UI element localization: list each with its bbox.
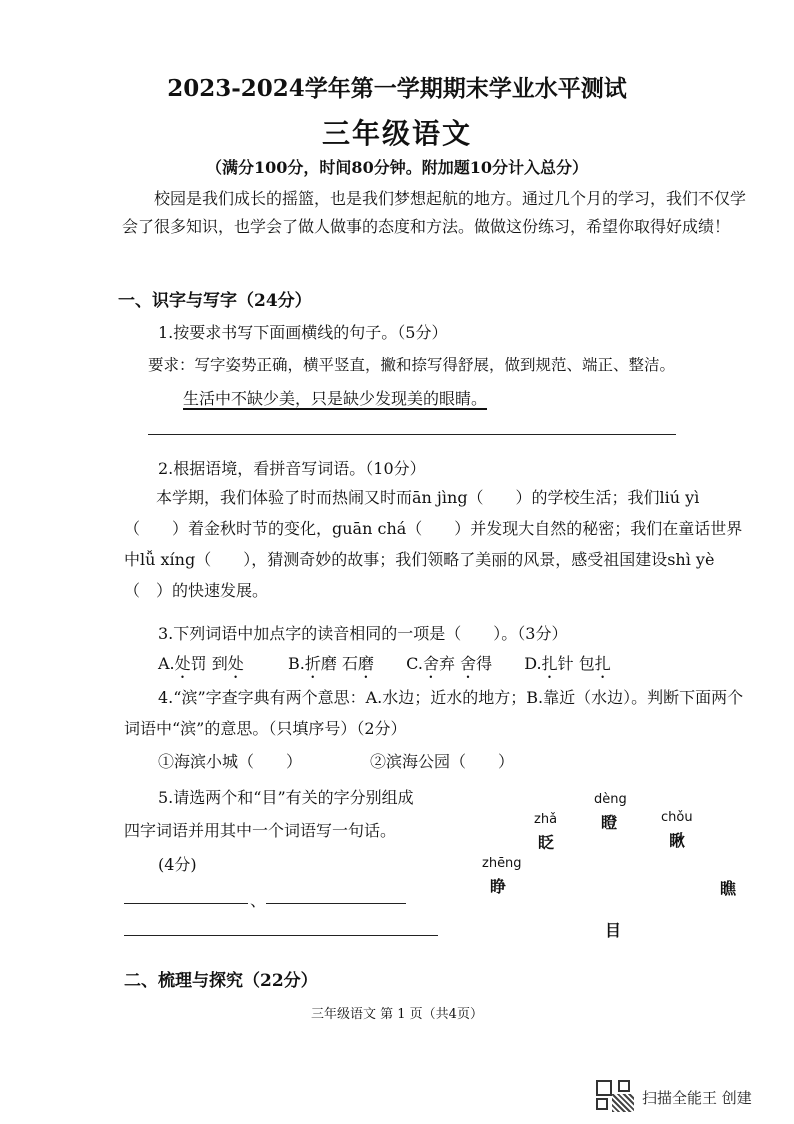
char-zheng: 睁 <box>490 877 507 896</box>
q5-points: (4分) <box>158 855 197 874</box>
char-qiao: 瞧 <box>720 879 737 898</box>
q1-answer-line[interactable] <box>148 434 676 435</box>
pinyin-deng: dèng <box>594 792 627 807</box>
pinyin-zheng: zhēng <box>482 856 522 871</box>
intro-paragraph: 校园是我们成长的摇篮，也是我们梦想起航的地方。通过几个月的学习，我们不仅学会了很多知识，也学会了做人做事的态度和方法。做做这份练习，希望你取得好成绩！ <box>122 189 747 236</box>
pinyin-zha: zhǎ <box>534 812 558 827</box>
q3-options <box>158 651 611 682</box>
q3-option-c[interactable]: C.舍弃 舍得 <box>406 654 493 673</box>
exam-note: （满分100分，时间80分钟。附加题10分计入总分） <box>206 158 588 177</box>
q1-requirement: 要求：写字姿势正确，横平竖直，撇和捺写得舒展，做到规范、端正、整洁。 <box>148 356 676 374</box>
q1-sentence: 生活中不缺少美，只是缺少发现美的眼睛。 <box>183 389 488 408</box>
q2-text: 本学期，我们体验了时而热闹又时而ān jìng（ ）的学校生活；我们liú yì（ ）着金秋时节的变化，guān chá（ ）并发现大自然的秘密；我们在童话世界中lǚ xíng（ ），猜测奇妙的故事；我们领略了美丽的风景，感受祖国建设shì yè（ ）的快速发展。 <box>124 488 743 600</box>
section2-heading: 二、梳理与探究（22分） <box>124 971 318 991</box>
pinyin-chou: chǒu <box>661 810 693 825</box>
exam-title: 2023-2024学年第一学期期末学业水平测试 <box>167 75 627 102</box>
watermark-text: 扫描全能王 创建 <box>642 1088 752 1107</box>
q4-title: 4.“滨”字查字典有两个意思：A.水边；近水的地方；B.靠近（水边）。判断下面两个词语中“滨”的意思。（只填序号）（2分） <box>124 688 744 738</box>
page-footer: 三年级语文 第 1 页（共4页） <box>311 1007 483 1022</box>
q5-word-line-2[interactable] <box>266 903 406 904</box>
char-mu: 目 <box>605 921 622 940</box>
q3-option-b[interactable]: B.折磨 石磨 <box>287 654 374 673</box>
q4-item-1[interactable]: ①海滨小城（ ） <box>158 752 303 771</box>
char-chou: 瞅 <box>669 831 686 850</box>
q5-comma: 、 <box>250 891 267 910</box>
section1-heading: 一、识字与写字（24分） <box>118 291 312 311</box>
char-zha: 眨 <box>538 833 555 852</box>
q3-option-a[interactable]: A.处罚 到处 <box>158 654 244 673</box>
q4-item-2[interactable]: ②滨海公园（ ） <box>370 752 515 771</box>
scanner-watermark <box>596 1080 752 1114</box>
q5-line1: 5.请选两个和“目”有关的字分别组成 <box>158 788 414 807</box>
qr-code-icon <box>596 1080 636 1114</box>
q5-sentence-line[interactable] <box>124 935 438 936</box>
q2-title: 2.根据语境，看拼音写词语。（10分） <box>158 459 426 478</box>
char-deng: 瞪 <box>601 813 618 832</box>
q5-word-line-1[interactable] <box>124 903 248 904</box>
q1-title: 1.按要求书写下面画横线的句子。（5分） <box>158 323 448 342</box>
q3-option-d[interactable]: D.扎针 包扎 <box>524 654 611 673</box>
subject-title: 三年级语文 <box>321 117 472 150</box>
q3-title: 3.下列词语中加点字的读音相同的一项是（ ）。（3分） <box>158 624 568 643</box>
q5-line2: 四字词语并用其中一个词语写一句话。 <box>124 821 397 840</box>
